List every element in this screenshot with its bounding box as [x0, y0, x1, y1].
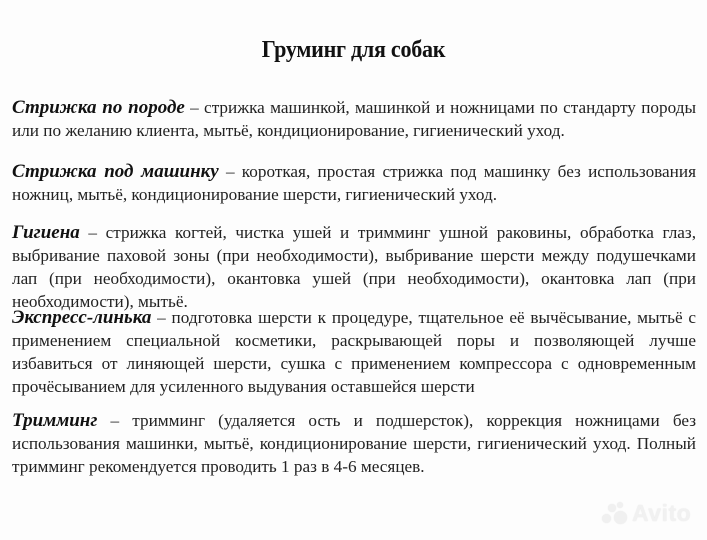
service-description: – тримминг (удаляется ость и подшерсток), коррекция ножницами без использования машинки, мытьё, кондиционирование шерсти, гигиенический уход. Полный тримминг рекомендуется проводить 1 раз в 4-6 месяцев.	[12, 411, 696, 476]
service-item-express-shedding	[12, 306, 696, 398]
service-term: Стрижка по породе	[12, 97, 185, 118]
page-title: Груминг для собак	[261, 37, 446, 63]
service-term: Стрижка под машинку	[12, 161, 219, 182]
service-item-trimming	[12, 409, 696, 478]
service-description: – стрижка машинкой, машинкой и ножницами по стандарту породы или по желанию клиента, мытьё, кондиционирование, гигиенический уход.	[12, 98, 697, 140]
service-item-machine-haircut	[12, 160, 696, 206]
service-description: – подготовка шерсти к процедуре, тщательное её вычёсывание, мытьё с применением специальной косметики, раскрывающей поры и позволяющей лучше избавиться от линяющей шерсти, сушка с применением компрессора с одновременным прочёсыванием для усиленного выдувания оставшейся шерсти	[12, 308, 696, 396]
service-item-hygiene	[12, 221, 696, 313]
service-term: Гигиена	[12, 222, 80, 243]
avito-watermark	[602, 500, 691, 527]
service-term: Тримминг	[12, 410, 98, 431]
watermark-text: Avito	[632, 500, 692, 526]
service-description: – короткая, простая стрижка под машинку без использования ножниц, мытьё, кондиционирование шерсти, гигиенический уход.	[12, 162, 696, 204]
avito-dots-icon	[602, 502, 628, 526]
service-term: Экспресс-линька	[12, 307, 152, 328]
service-description: – стрижка когтей, чистка ушей и тримминг ушной раковины, обработка глаз, выбривание паховой зоны (при необходимости), выбривание шерсти между подушечками лап (при необходимости), окантовка ушей (при необходимости), окантовка лап (при необходимости), мытьё.	[12, 223, 696, 311]
service-item-breed-haircut	[12, 96, 696, 142]
